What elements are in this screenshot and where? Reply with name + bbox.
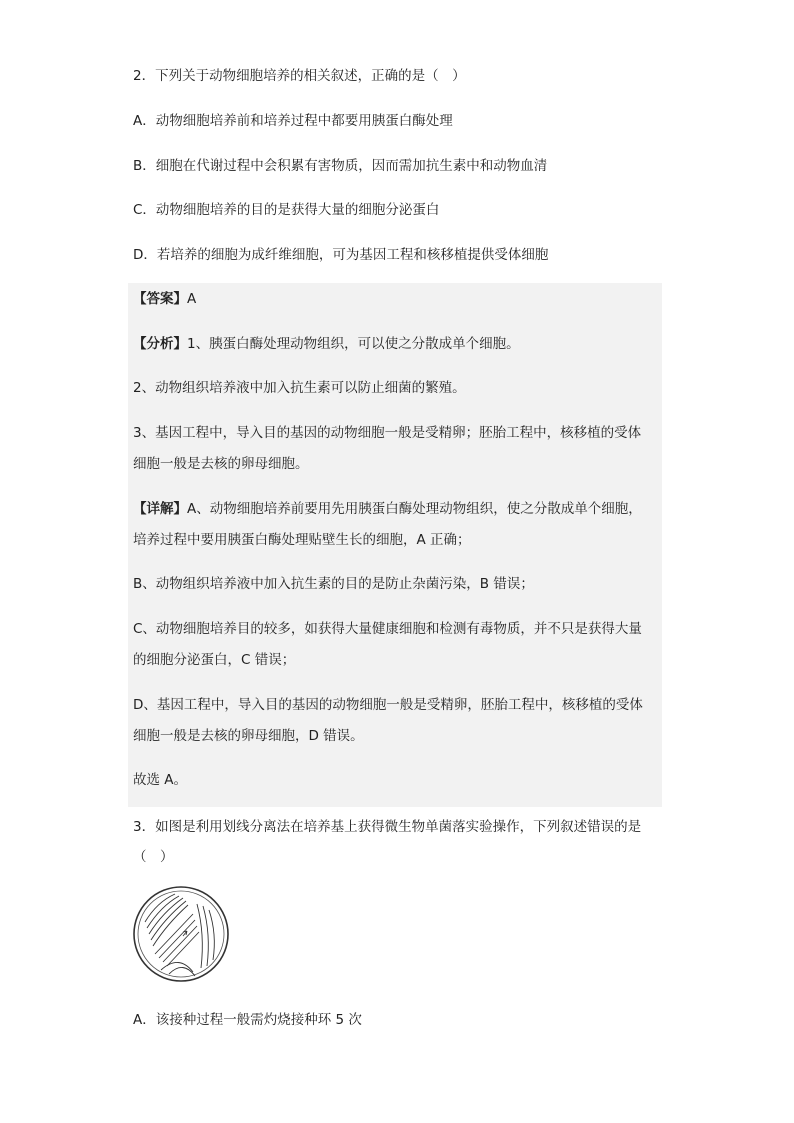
analysis-line-2: 2、动物组织培养液中加入抗生素可以防止细菌的繁殖。 [133, 380, 466, 396]
detail-line-a1 [133, 500, 642, 518]
q3-stem-1: 3．如图是利用划线分离法在培养基上获得微生物单菌落实验操作，下列叙述错误的是 [133, 819, 642, 835]
analysis-line-3a: 3、基因工程中，导入目的基因的动物细胞一般是受精卵；胚胎工程中，核移植的受体 [133, 425, 642, 441]
answer-value: A [187, 291, 197, 307]
q2-stem: 2．下列关于动物细胞培养的相关叙述，正确的是（ ） [133, 68, 466, 84]
detail-line-a2: 培养过程中要用胰蛋白酶处理贴壁生长的细胞，A 正确； [133, 532, 471, 548]
detail-line-c2: 的细胞分泌蛋白，C 错误； [133, 652, 296, 668]
q2-option-a: A．动物细胞培养前和培养过程中都要用胰蛋白酶处理 [133, 113, 453, 129]
q3-stem-2: （ ） [133, 849, 174, 865]
analysis-line-1 [133, 335, 520, 353]
detail-line-d1: D、基因工程中，导入目的基因的动物细胞一般是受精卵，胚胎工程中，核移植的受体 [133, 697, 643, 713]
q2-option-d: D．若培养的细胞为成纤维细胞，可为基因工程和核移植提供受体细胞 [133, 247, 549, 263]
analysis-text-1: 1、胰蛋白酶处理动物组织，可以使之分散成单个细胞。 [187, 336, 520, 352]
petri-dish-streak-icon [131, 884, 231, 984]
analysis-line-3b: 细胞一般是去核的卵母细胞。 [133, 456, 309, 472]
answer-label: 【答案】 [133, 291, 187, 307]
detail-line-d2: 细胞一般是去核的卵母细胞，D 错误。 [133, 728, 364, 744]
conclusion-line: 故选 A。 [133, 772, 188, 788]
q3-option-a: A．该接种过程一般需灼烧接种环 5 次 [133, 1012, 362, 1028]
detail-line-b: B、动物组织培养液中加入抗生素的目的是防止杂菌污染，B 错误； [133, 576, 534, 592]
detail-label: 【详解】 [133, 501, 187, 517]
analysis-label: 【分析】 [133, 336, 187, 352]
detail-line-c1: C、动物细胞培养目的较多，如获得大量健康细胞和检测有毒物质，并不只是获得大量 [133, 621, 642, 637]
q2-option-b: B．细胞在代谢过程中会积累有害物质，因而需加抗生素中和动物血清 [133, 158, 548, 174]
answer-line [133, 290, 196, 308]
q2-option-c: C．动物细胞培养的目的是获得大量的细胞分泌蛋白 [133, 202, 440, 218]
detail-text-a1: A、动物细胞培养前要用先用胰蛋白酶处理动物组织，使之分散成单个细胞， [187, 501, 642, 517]
